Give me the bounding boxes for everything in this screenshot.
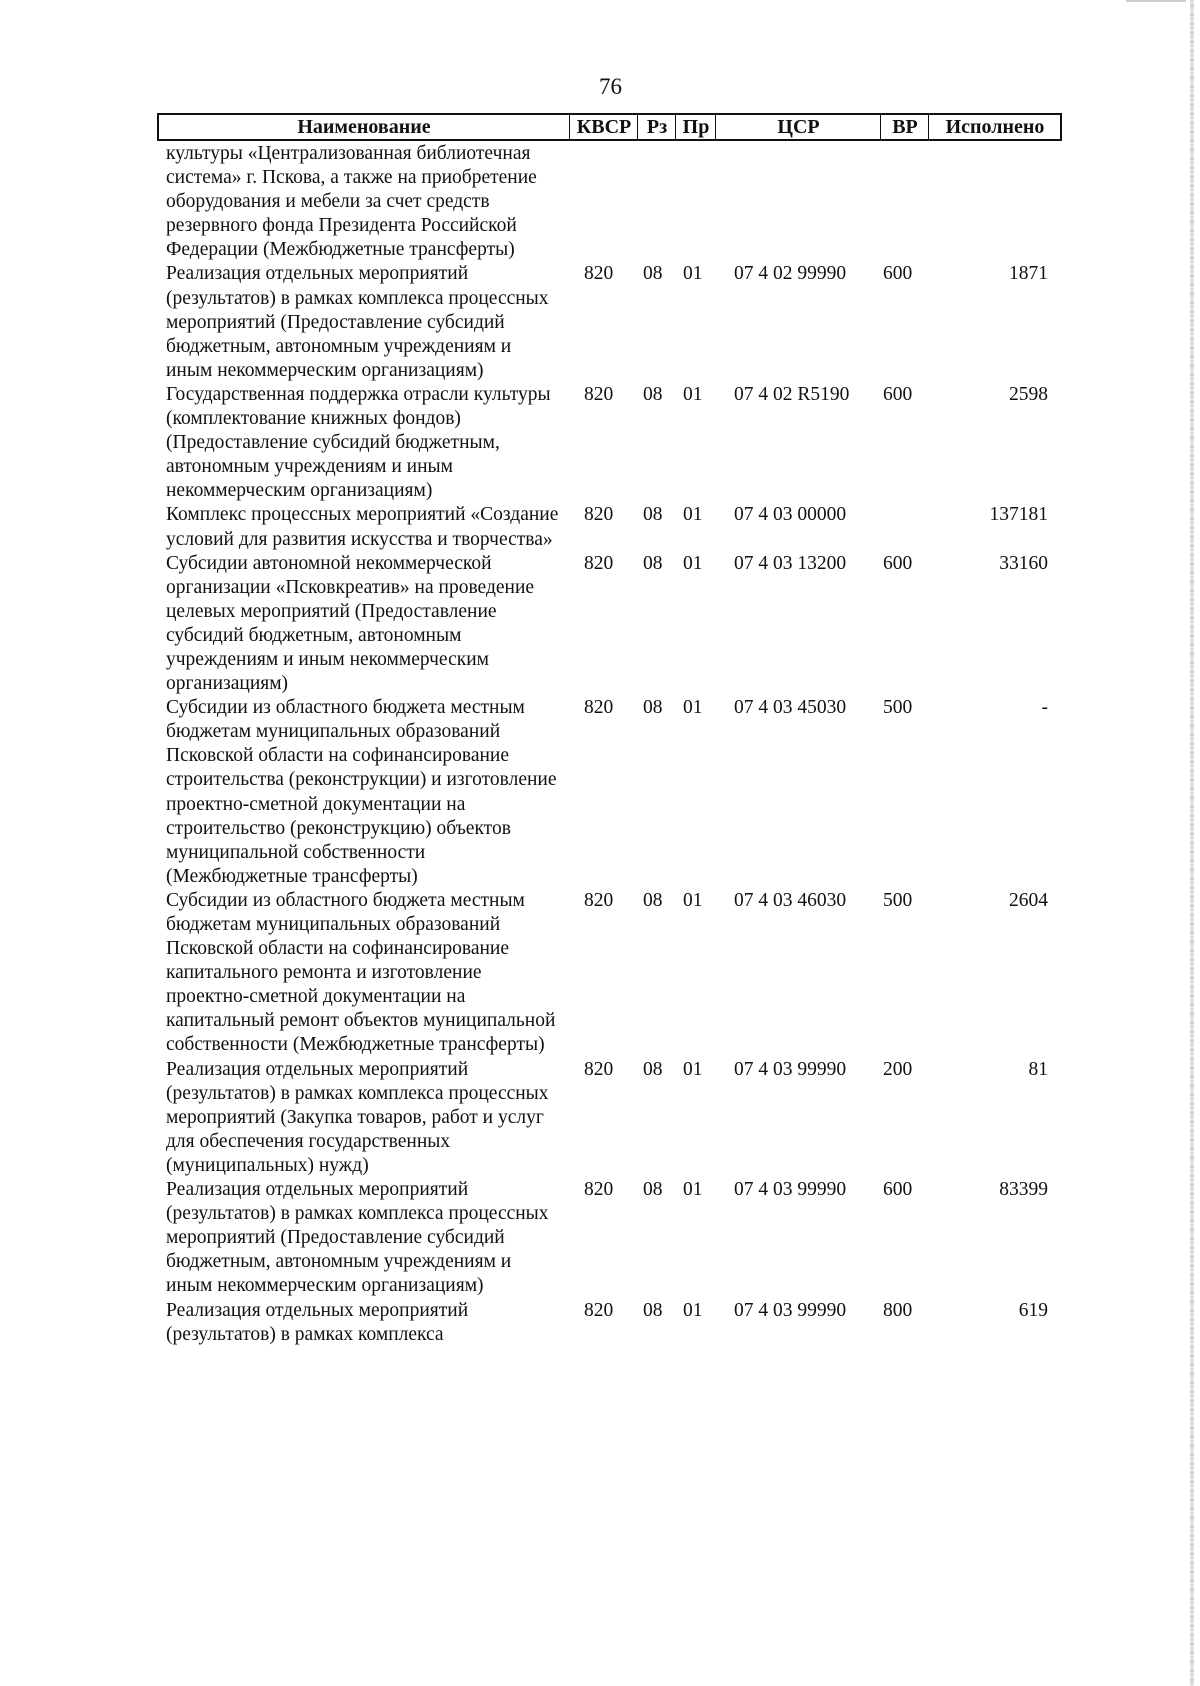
table-row [0, 503, 1200, 551]
row-rz: 08 [643, 383, 663, 405]
row-csr: 07 4 02 99990 [734, 263, 847, 285]
row-rz: 08 [643, 1299, 663, 1321]
row-vr: 500 [883, 697, 913, 719]
row-csr: 07 4 03 45030 [734, 697, 847, 719]
row-vr: 600 [883, 1179, 913, 1201]
row-executed: 81 [1028, 1058, 1048, 1080]
row-rz: 08 [643, 552, 663, 574]
row-kvsr: 820 [584, 1179, 614, 1201]
table-row [0, 142, 1200, 262]
row-pr: 01 [683, 552, 703, 574]
row-vr: 500 [883, 889, 913, 911]
row-name: Реализация отдельных мероприятий (результатов) в рамках комплекса процессных мероприятий (Закупка товаров, работ и услуг для обеспечения государственных (муниципальных) нужд) [166, 1058, 549, 1176]
row-rz: 08 [643, 889, 663, 911]
row-vr: 800 [883, 1299, 913, 1321]
header-csr: ЦСР [715, 115, 881, 139]
row-kvsr: 820 [584, 1299, 614, 1321]
row-rz: 08 [643, 697, 663, 719]
header-vr: ВР [880, 115, 929, 139]
row-rz: 08 [643, 1058, 663, 1080]
row-executed: 1871 [1009, 263, 1048, 285]
row-pr: 01 [683, 1299, 703, 1321]
row-pr: 01 [683, 1058, 703, 1080]
row-csr: 07 4 03 46030 [734, 889, 847, 911]
row-name: культуры «Централизованная библиотечная система» г. Пскова, а также на приобретение оборудования и мебели за счет средств резервного фонда Президента Российской Федерации (Межбюджетные трансферты) [166, 143, 537, 261]
table-row [0, 1058, 1200, 1178]
row-rz: 08 [643, 263, 663, 285]
header-name: Наименование [297, 116, 431, 138]
row-csr: 07 4 03 13200 [734, 552, 847, 574]
row-executed: 33160 [999, 552, 1048, 574]
row-kvsr: 820 [584, 263, 614, 285]
row-pr: 01 [683, 1179, 703, 1201]
row-executed: 137181 [989, 504, 1048, 526]
scan-top-mark [1126, 0, 1186, 2]
page-number: 76 [599, 74, 622, 99]
row-csr: 07 4 03 99990 [734, 1058, 847, 1080]
header-rz: Рз [637, 115, 676, 139]
row-name: Реализация отдельных мероприятий (результатов) в рамках комплекса [166, 1299, 469, 1345]
table-row [0, 383, 1200, 503]
row-rz: 08 [643, 1179, 663, 1201]
row-kvsr: 820 [584, 1058, 614, 1080]
row-name: Субсидии автономной некоммерческой организации «Псковкреатив» на проведение целевых мероприятий (Предоставление субсидий бюджетным, автономным учреждениям и иным некоммерческим организациям) [166, 552, 535, 695]
row-vr: 200 [883, 1058, 913, 1080]
row-pr: 01 [683, 889, 703, 911]
row-name: Субсидии из областного бюджета местным бюджетам муниципальных образований Псковской области на софинансирование капитального ремонта и изготовление проектно-сметной документации на капитальный ремонт объектов муниципальной собственности (Межбюджетные трансферты) [166, 889, 556, 1056]
row-vr: 600 [883, 263, 913, 285]
row-executed: 2604 [1009, 889, 1048, 911]
row-csr: 07 4 02 R5190 [734, 383, 850, 405]
row-rz: 08 [643, 504, 663, 526]
row-name: Субсидии из областного бюджета местным бюджетам муниципальных образований Псковской области на софинансирование строительства (реконструкции) и изготовление проектно-сметной документации на строительство (реконструкцию) объектов муниципальной собственности (Межбюджетные трансферты) [166, 697, 557, 887]
table-row [0, 696, 1200, 889]
header-kvsr: КВСР [569, 115, 638, 139]
header-executed: Исполнено [928, 115, 1061, 139]
row-name: Реализация отдельных мероприятий (результатов) в рамках комплекса процессных мероприятий (Предоставление субсидий бюджетным, автономным учреждениям и иным некоммерческим организациям) [166, 1179, 549, 1297]
table-row [0, 1299, 1200, 1347]
row-executed: 83399 [999, 1179, 1048, 1201]
table-row [0, 262, 1200, 382]
row-pr: 01 [683, 504, 703, 526]
row-csr: 07 4 03 99990 [734, 1299, 847, 1321]
row-vr: 600 [883, 383, 913, 405]
row-executed: 619 [1018, 1299, 1048, 1321]
row-name: Комплекс процессных мероприятий «Создание условий для развития искусства и творчества» [166, 504, 559, 550]
row-csr: 07 4 03 99990 [734, 1179, 847, 1201]
row-kvsr: 820 [584, 889, 614, 911]
row-vr: 600 [883, 552, 913, 574]
row-csr: 07 4 03 00000 [734, 504, 847, 526]
table-row [0, 889, 1200, 1058]
row-executed: 2598 [1009, 383, 1048, 405]
table-row [0, 1178, 1200, 1298]
row-kvsr: 820 [584, 504, 614, 526]
row-pr: 01 [683, 697, 703, 719]
header-pr: Пр [675, 115, 716, 139]
row-kvsr: 820 [584, 552, 614, 574]
row-name: Реализация отдельных мероприятий (результатов) в рамках комплекса процессных мероприятий (Предоставление субсидий бюджетным, автономным учреждениям и иным некоммерческим организациям) [166, 263, 549, 381]
row-pr: 01 [683, 383, 703, 405]
row-name: Государственная поддержка отрасли культуры (комплектование книжных фондов) (Предоставление субсидий бюджетным, автономным учреждениям и иным некоммерческим организациям) [166, 383, 551, 502]
table-header [157, 113, 1062, 141]
row-executed: - [1041, 697, 1048, 719]
row-pr: 01 [683, 263, 703, 285]
row-kvsr: 820 [584, 697, 614, 719]
table-body [0, 142, 1200, 1347]
row-kvsr: 820 [584, 383, 614, 405]
table-row [0, 552, 1200, 697]
